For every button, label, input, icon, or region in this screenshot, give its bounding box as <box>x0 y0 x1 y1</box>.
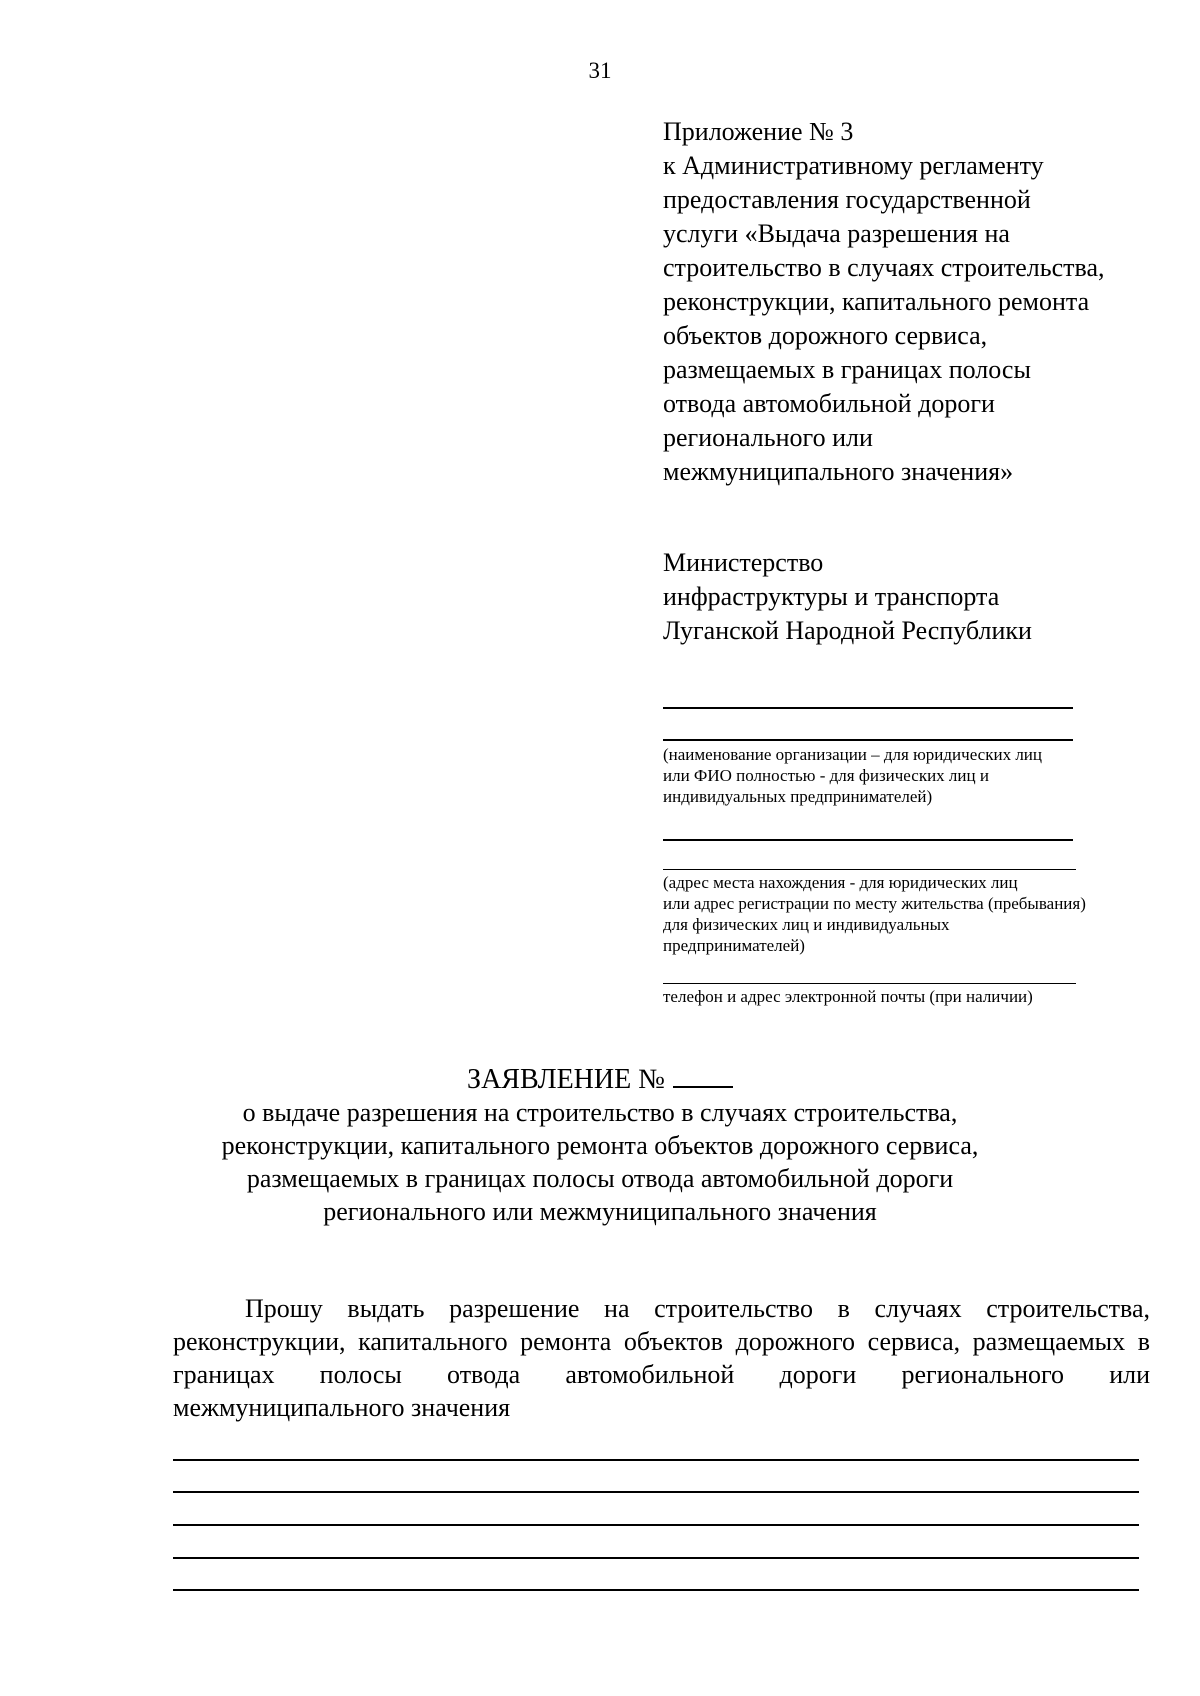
request-details-line[interactable] <box>173 1524 1139 1526</box>
applicant-name-line[interactable] <box>663 707 1073 709</box>
appendix-line: межмуниципального значения» <box>663 457 1014 486</box>
request-details-line[interactable] <box>173 1491 1139 1493</box>
ministry-line: Луганской Народной Республики <box>663 616 1032 645</box>
appendix-line: к Административному регламенту <box>663 151 1044 180</box>
ministry-line: Министерство <box>663 548 824 577</box>
contacts-line[interactable] <box>663 983 1076 984</box>
appendix-line: отвода автомобильной дороги <box>663 389 995 418</box>
appendix-line: объектов дорожного сервиса, <box>663 321 988 350</box>
document-subtitle: о выдаче разрешения на строительство в случаях строительства, реконструкции, капитального ремонта объектов дорожного сервиса, размещаемых в границах полосы отвода автомобильной дороги регионального или межмуниципального значения <box>221 1098 979 1226</box>
appendix-line: реконструкции, капитального ремонта <box>663 287 1090 316</box>
appendix-header <box>663 115 1104 489</box>
ministry-line: инфраструктуры и транспорта <box>663 582 1000 611</box>
contacts-caption: телефон и адрес электронной почты (при наличии) <box>663 987 1033 1006</box>
request-paragraph: Прошу выдать разрешение на строительство в случаях строительства, реконструкции, капитального ремонта объектов дорожного сервиса, размещаемых в границах полосы отвода автомобильной дороги регионального или межмуниципального значения <box>173 1294 1150 1422</box>
address-line[interactable] <box>663 839 1073 841</box>
appendix-line: предоставления государственной <box>663 185 1031 214</box>
application-number-field[interactable] <box>673 1062 733 1088</box>
page-number: 31 <box>588 58 612 83</box>
request-details-line[interactable] <box>173 1557 1139 1559</box>
address-caption: (адрес места нахождения - для юридических лиц или адрес регистрации по месту жительства (пребывания) для физических лиц и индивидуальных предпринимателей) <box>663 873 1086 955</box>
address-line[interactable] <box>663 869 1076 870</box>
appendix-line: регионального или <box>663 423 873 452</box>
addressee-ministry <box>663 546 1032 648</box>
applicant-name-line[interactable] <box>663 739 1073 741</box>
appendix-line: строительство в случаях строительства, <box>663 253 1105 282</box>
appendix-line: размещаемых в границах полосы <box>663 355 1031 384</box>
request-details-line[interactable] <box>173 1589 1139 1591</box>
applicant-name-caption: (наименование организации – для юридических лиц или ФИО полностью - для физических лиц и индивидуальных предпринимателей) <box>663 745 1043 806</box>
appendix-line: Приложение № 3 <box>663 117 854 146</box>
appendix-line: услуги «Выдача разрешения на <box>663 219 1010 248</box>
request-details-line[interactable] <box>173 1459 1139 1461</box>
document-title: ЗАЯВЛЕНИЕ № <box>0 1062 1200 1097</box>
